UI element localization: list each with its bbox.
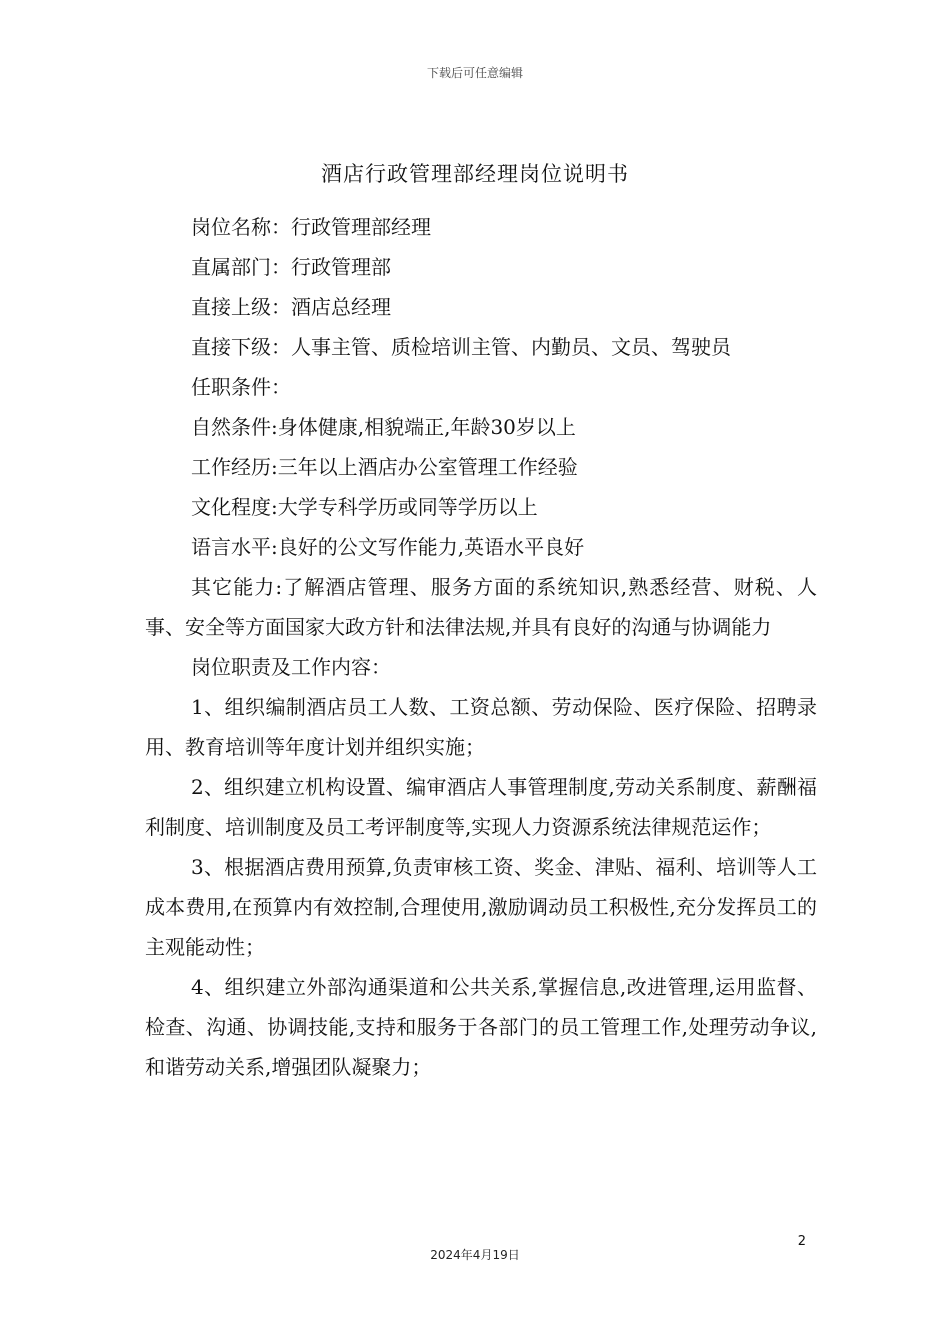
paragraph-duties-heading: 岗位职责及工作内容：: [191, 655, 391, 679]
paragraph-duty-1: 1、组织编制酒店员工人数、工资总额、劳动保险、医疗保险、招聘录用、教育培训等年度计划并组织实施；: [145, 695, 817, 759]
paragraph-natural-conditions: 自然条件:身体健康,相貌端正,年龄30岁以上: [191, 415, 576, 439]
paragraph-duty-2: 2、组织建立机构设置、编审酒店人事管理制度,劳动关系制度、薪酬福利制度、培训制度及员工考评制度等,实现人力资源系统法律规范运作；: [145, 775, 817, 839]
document-title: 酒店行政管理部经理岗位说明书: [321, 162, 629, 186]
paragraph-direct-subordinates: 直接下级：人事主管、质检培训主管、内勤员、文员、驾驶员: [191, 335, 731, 359]
paragraph-department: 直属部门：行政管理部: [191, 255, 391, 279]
paragraph-duty-3: 3、根据酒店费用预算,负责审核工资、奖金、津贴、福利、培训等人工成本费用,在预算内有效控制,合理使用,激励调动员工积极性,充分发挥员工的主观能动性；: [145, 855, 817, 959]
document-body: [145, 207, 817, 1087]
paragraph-qualifications-heading: 任职条件：: [191, 375, 291, 399]
page-footer-date: 2024年4月19日: [430, 1248, 520, 1262]
paragraph-work-experience: 工作经历:三年以上酒店办公室管理工作经验: [191, 455, 578, 479]
page-number: 2: [797, 1234, 806, 1249]
paragraph-duty-4: 4、组织建立外部沟通渠道和公共关系,掌握信息,改进管理,运用监督、检查、沟通、协调技能,支持和服务于各部门的员工管理工作,处理劳动争议,和谐劳动关系,增强团队凝聚力；: [145, 975, 817, 1079]
paragraph-other-abilities: 其它能力:了解酒店管理、服务方面的系统知识,熟悉经营、财税、人事、安全等方面国家大政方针和法律法规,并具有良好的沟通与协调能力: [145, 575, 817, 639]
paragraph-post-name: 岗位名称：行政管理部经理: [191, 215, 431, 239]
paragraph-language: 语言水平:良好的公文写作能力,英语水平良好: [191, 535, 585, 559]
paragraph-direct-superior: 直接上级：酒店总经理: [191, 295, 391, 319]
page-header: 下载后可任意编辑: [426, 66, 523, 80]
paragraph-education: 文化程度:大学专科学历或同等学历以上: [191, 495, 538, 519]
